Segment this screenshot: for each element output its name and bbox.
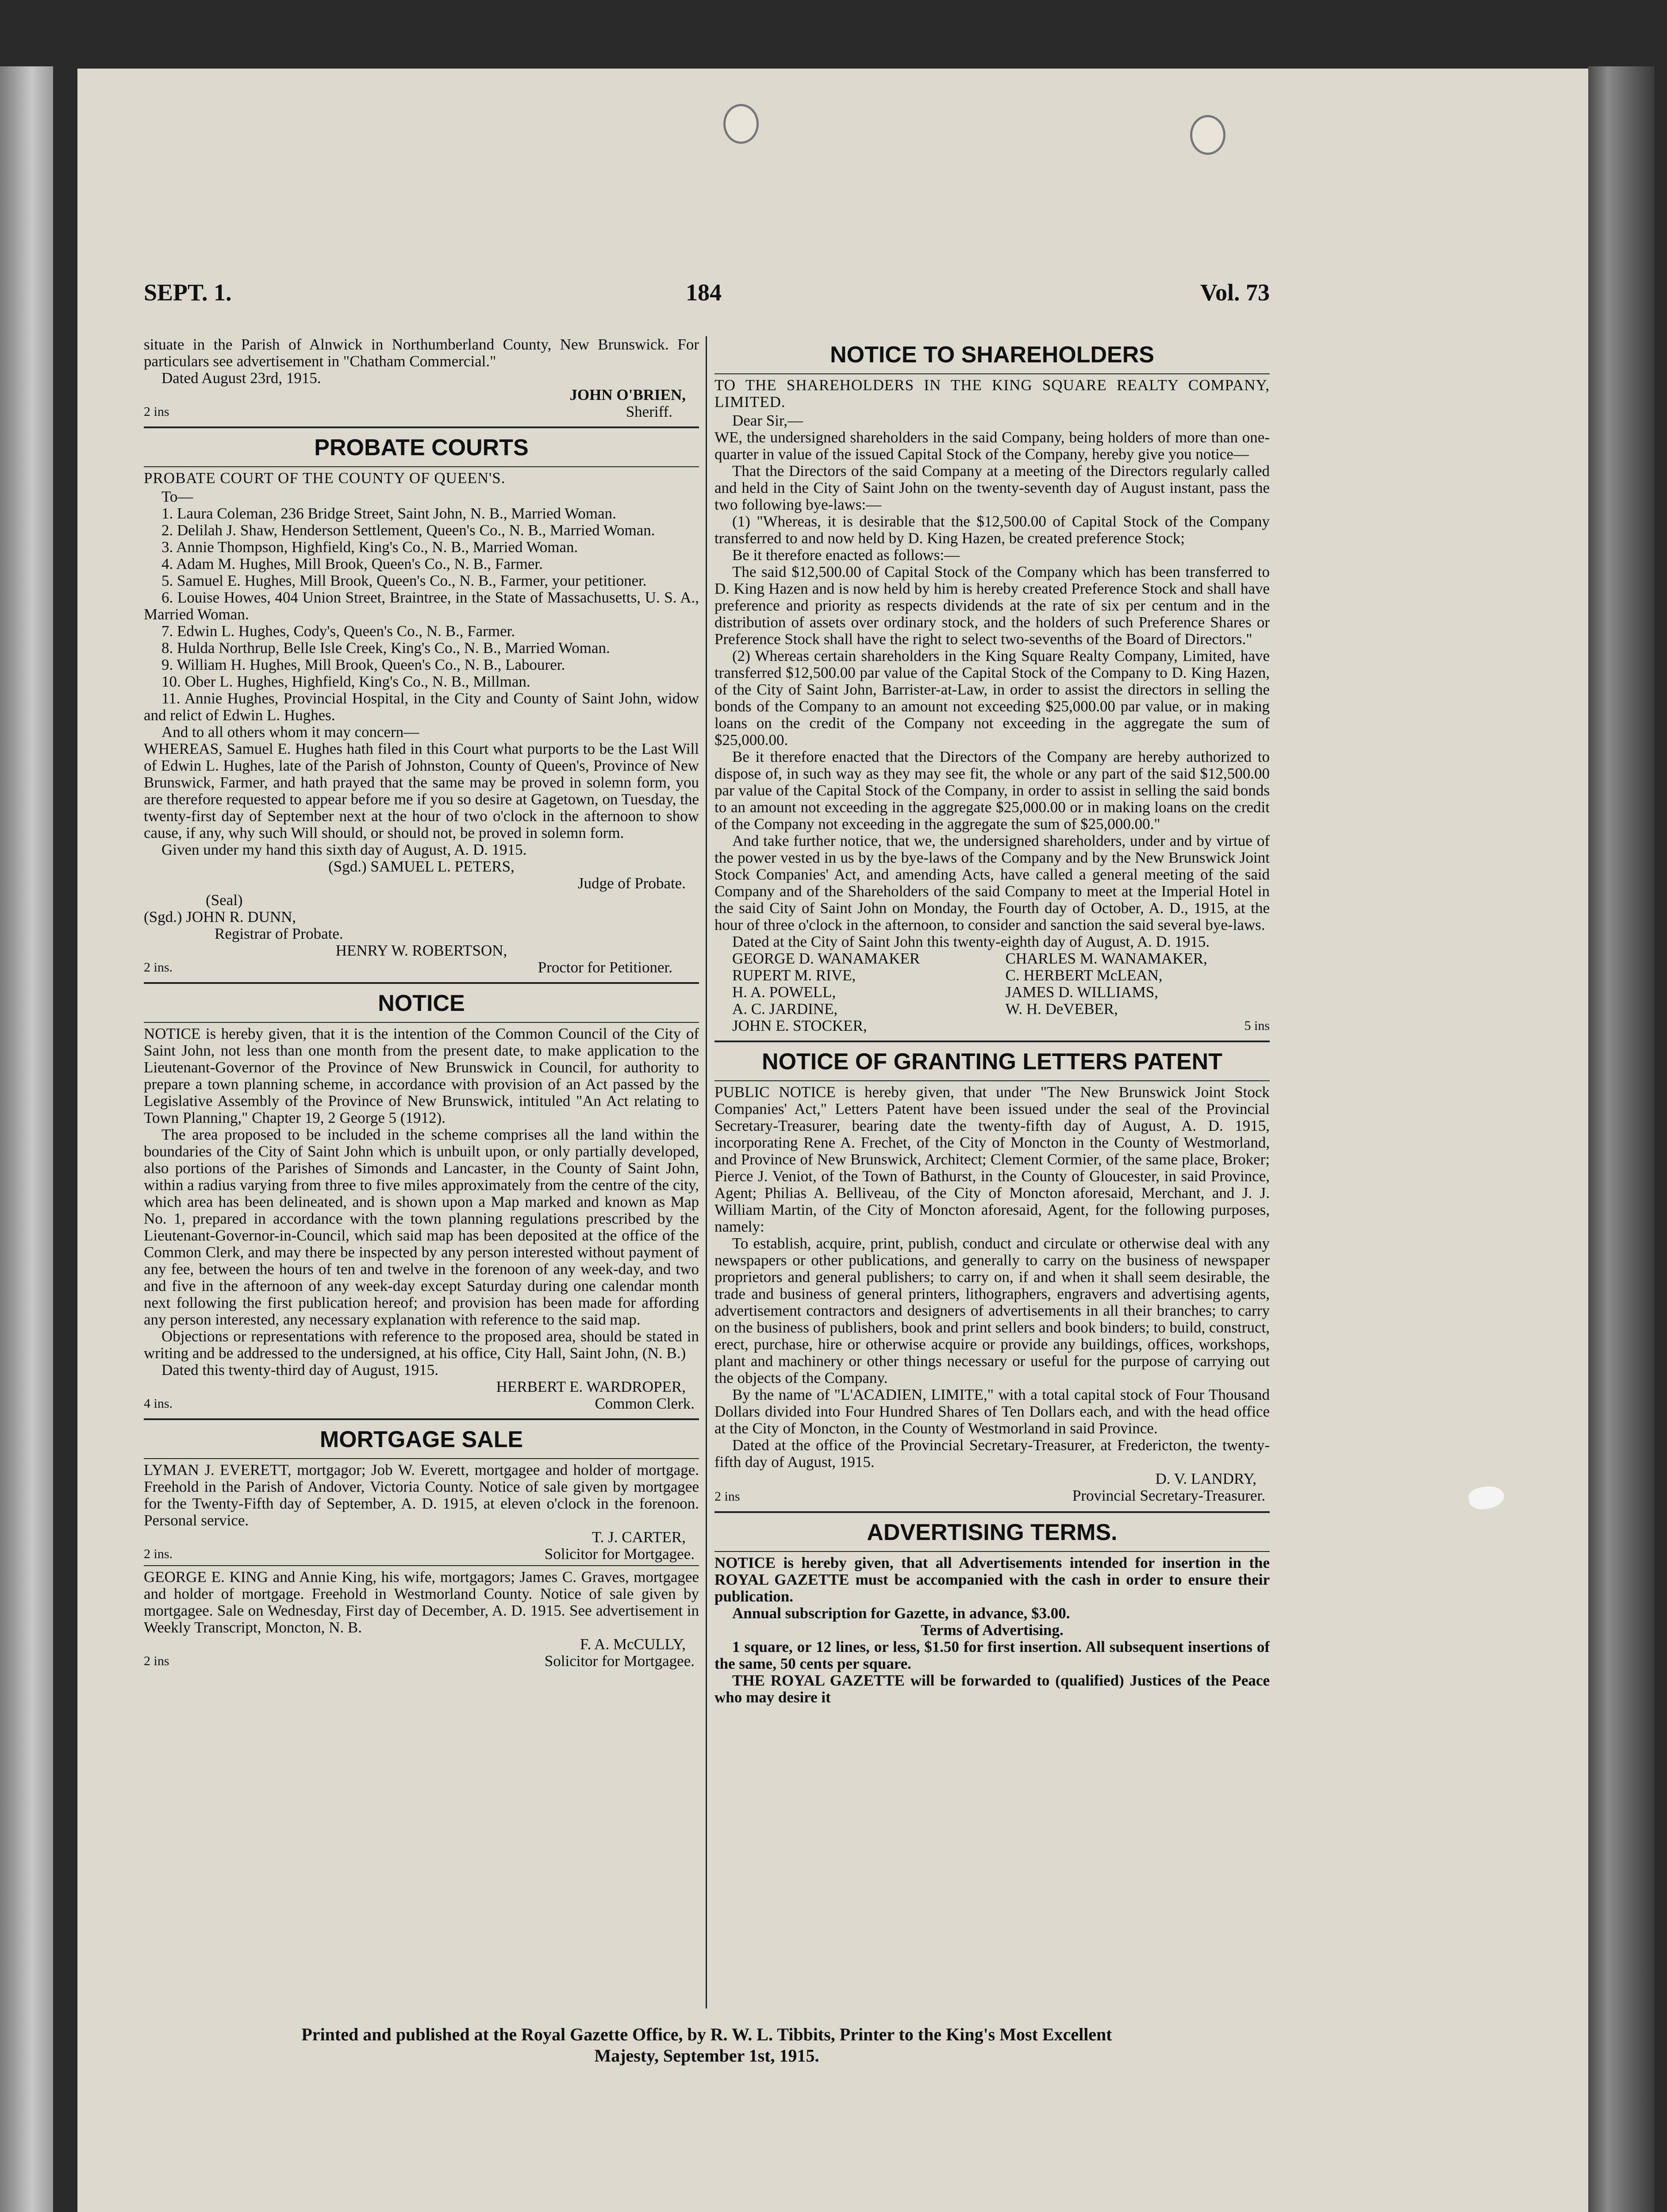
probate-signature-judge: (Sgd.) SAMUEL L. PETERS, [328,858,515,875]
left-column [144,336,699,2008]
probate-seal: (Seal) [206,891,243,909]
shareholders-paragraph-6: (2) Whereas certain shareholders in the King Square Realty Company, Limited, have transferred $12,500.00 par value of the Capital Stock of the Company to D. King Hazen, of the City of Saint John, Barrister-at-Law, in order to assist the directors in selling the bonds of the Company to an amount not exceeding $25,000.00 par value, or in making loans on the credit of the Company not exceeding in the aggregate the sum of $25,000.00. [714,647,1270,749]
notice-heading: NOTICE [378,991,465,1016]
shareholder-signatures [732,950,1270,1034]
section-rule [144,982,699,984]
book-page-edges [1588,66,1655,2212]
mortgage-2-insertions: 2 ins Solicitor for Mortgagee. [144,1653,695,1670]
probate-heading: PROBATE COURTS [314,435,529,461]
mortgage-1-signature: T. J. CARTER, [592,1528,686,1546]
notice-paragraph-2: The area proposed to be included in the scheme comprises all the land within the boundaries of the City of Saint John which is unbuilt upon, or only partially developed, also portions of the Parishes of Simonds and Lancaster, in the County of Saint John, within a radius varying from three to five miles approximately from the centre of the city, which area has been delineated, and is shown upon a Map marked and known as Map No. 1, prepared in accordance with the town planning regulations prescribed by the Lieutenant-Governor-in-Council, which said map has been deposited at the office of the Common Clerk, and may there be inspected by any person interested without payment of any fee, between the hours of ten and twelve in the forenoon of any week-day, and two and five in the afternoon of any week-day except Saturday during one calendar month next following the first publication hereof; and provision has been made for affording any person interested, any necessary explanation with reference to the said map. [144,1126,699,1328]
shareholder-name: JOHN E. STOCKER, [732,1017,867,1034]
header-volume: Vol. 73 [1200,279,1270,306]
probate-insertions: 2 ins. Proctor for Petitioner. [144,959,672,976]
intro-insertions: 2 ins Sheriff. [144,403,672,420]
probate-recipient-list [144,505,699,724]
section-rule [714,1551,1270,1552]
list-item: 9. William H. Hughes, Mill Brook, Queen's Co., N. B., Labourer. [161,656,565,673]
list-item: 11. Annie Hughes, Provincial Hospital, in the City and County of Saint John, widow and relict of Edwin L. Hughes. [144,690,699,724]
notice-paragraph-1: NOTICE is hereby given, that it is the intention of the Common Council of the City of Saint John, not less than one month from the present date, to make application to the Lieutenant-Governor of the Province of New Brunswick in Council, for authority to prepare a town planning scheme, in accordance with provision of an Act passed by the Legislative Assembly of the Province of New Brunswick, intituled "An Act relating to Town Planning," Chapter 19, 2 George 5 (1912). [144,1025,699,1126]
advertising-notice: NOTICE is hereby given, that all Advertisements intended for insertion in the ROYAL GAZETTE must be accompanied with the cash in order to ensure their publication. [714,1554,1270,1605]
patent-signature: D. V. LANDRY, [1155,1470,1256,1487]
probate-to: To— [161,488,193,505]
probate-signature-proctor: HENRY W. ROBERTSON, [335,942,507,959]
shareholder-name: RUPERT M. RIVE, [732,967,856,984]
list-item: 3. Annie Thompson, Highfield, King's Co., N. B., Married Woman. [161,538,578,556]
shareholders-heading: NOTICE TO SHAREHOLDERS [830,342,1154,368]
mortgage-notice-2: GEORGE E. KING and Annie King, his wife, mortgagors; James C. Graves, mortgagee and holder of mortgage. Freehold in Westmorland County. Notice of sale given by mortgagee. Sale on Wednesday, First day of December, A. D. 1915. See advertisement in Weekly Transcript, Moncton, N. B. [144,1568,699,1636]
list-item: 1. Laura Coleman, 236 Bridge Street, Saint John, N. B., Married Woman. [161,505,616,522]
header-date: SEPT. 1. [144,279,232,306]
shareholder-name: JAMES D. WILLIAMS, [1005,983,1158,1001]
shareholders-paragraph-5: The said $12,500.00 of Capital Stock of the Company which has been transferred to D. King Hazen and is now held by him is hereby created Preference Stock and shall have preference and priority as respects dividends at the rate of six per centum and in the distribution of assets over ordinary stock, and the holders of such Preference Shares or Preference Stock shall have the right to select two-sevenths of the Board of Directors." [714,563,1270,648]
shareholders-dated: Dated at the City of Saint John this twenty-eighth day of August, A. D. 1915. [732,933,1210,950]
patent-dated: Dated at the office of the Provincial Secretary-Treasurer, at Fredericton, the twenty-fifth day of August, 1915. [714,1436,1270,1471]
mortgage-2-signature: F. A. McCULLY, [580,1636,686,1653]
notice-dated: Dated this twenty-third day of August, 1915. [161,1361,439,1379]
intro-dated: Dated August 23rd, 1915. [161,369,321,387]
shareholder-name: W. H. DeVEBER, [1005,1000,1118,1018]
shareholders-insertions: 5 ins [1244,1018,1270,1033]
probate-court-title: PROBATE COURT OF THE COUNTY OF QUEEN'S. [144,469,506,487]
list-item: 7. Edwin L. Hughes, Cody's, Queen's Co., N. B., Farmer. [161,622,515,640]
notice-insertions: 4 ins. Common Clerk. [144,1395,695,1412]
advertising-terms-heading: ADVERTISING TERMS. [867,1520,1118,1545]
probate-body: WHEREAS, Samuel E. Hughes hath filed in this Court what purports to be the Last Will of Edwin L. Hughes, late of the Parish of Johnston, County of Queen's, Province of New Brunswick, Farmer, and hath prayed that the same may be proved in solemn form, you are therefore requested to appear before me if you so desire at Gagetown, on Tuesday, the twenty-first day of September next at the hour of two o'clock in the afternoon to show cause, if any, why such Will should, or should not, be proved in solemn form. [144,740,699,841]
list-item: 8. Hulda Northrup, Belle Isle Creek, King's Co., N. B., Married Woman. [161,639,610,657]
notice-paragraph-3: Objections or representations with reference to the proposed area, should be stated in writing and be addressed to the undersigned, at his office, City Hall, Saint John, (N. B.) [144,1328,699,1362]
section-rule [144,1022,699,1023]
right-column [714,336,1270,2008]
gazette-forwarding: THE ROYAL GAZETTE will be forwarded to (qualified) Justices of the Peace who may desire it [714,1672,1270,1706]
letters-patent-heading: NOTICE OF GRANTING LETTERS PATENT [762,1049,1222,1075]
shareholder-name: GEORGE D. WANAMAKER [732,950,920,967]
mortgage-notice-1: LYMAN J. EVERETT, mortgagor; Job W. Everett, mortgagee and holder of mortgage. Freehold in the Parish of Andover, Victoria County. Notice of sale given by mortgagee for the Twenty-Fifth day of September, A. D. 1915, at eleven o'clock in the forenoon. Personal service. [144,1461,699,1529]
probate-signature-registrar-title: Registrar of Probate. [215,925,343,942]
facing-page-edge [0,66,53,2212]
shareholders-paragraph-8: And take further notice, that we, the undersigned shareholders, under and by virtue of the power vested in us by the bye-laws of the Company and by the New Brunswick Joint Stock Companies' Act, and amending Acts, have called a general meeting of the said Company and of the Shareholders of the said Company to meet at the Imperial Hotel in the said City of Saint John on Monday, the Fourth day of October, A. D., 1915, at the hour of three o'clock in the afternoon, to consider and sanction the said several bye-laws. [714,832,1270,933]
patent-signature-line: 2 ins Provincial Secretary-Treasurer. [714,1487,1265,1504]
intro-signature: JOHN O'BRIEN, [569,386,686,403]
shareholders-paragraph-1: WE, the undersigned shareholders in the said Company, being holders of more than one-quarter in value of the issued Capital Stock of the Company, hereby give you notice— [714,429,1270,463]
printer-imprint [144,2024,1270,2066]
section-rule [144,466,699,467]
mortgage-heading: MORTGAGE SALE [319,1427,523,1452]
section-rule [714,1080,1270,1081]
notice-signature: HERBERT E. WARDROPER, [496,1378,686,1395]
page-header [144,279,1270,314]
section-rule [144,1418,699,1420]
section-rule [714,1511,1270,1513]
mortgage-1-insertions: 2 ins. Solicitor for Mortgagee. [144,1546,695,1563]
list-item: 4. Adam M. Hughes, Mill Brook, Queen's Co., N. B., Farmer. [161,555,543,572]
shareholder-name: C. HERBERT McLEAN, [1005,967,1163,984]
section-rule [144,1458,699,1459]
probate-signature-registrar: (Sgd.) JOHN R. DUNN, [144,908,296,926]
shareholders-addressee: TO THE SHAREHOLDERS IN THE KING SQUARE REALTY COMPANY, LIMITED. [714,376,1270,411]
binding-hole [723,104,759,144]
advertising-rates: 1 square, or 12 lines, or less, $1.50 for first insertion. All subsequent insertions of the same, 50 cents per square. [714,1638,1270,1672]
binding-hole [1190,115,1225,155]
section-rule [144,426,699,428]
probate-given: Given under my hand this sixth day of August, A. D. 1915. [161,841,527,858]
shareholders-paragraph-7: Be it therefore enacted that the Directors of the Company are hereby authorized to dispose of, in such way as they may see fit, the whole or any part of the said $12,500.00 par value of the Capital Stock of the Company, in order to assist in selling the said bonds to an amount not exceeding in the aggregate $25,000.00 or in making loans on the credit of the Company not exceeding in the aggregate the sum of $25,000.00." [714,748,1270,833]
probate-all-others: And to all others whom it may concern— [161,723,419,741]
patent-paragraph-1: PUBLIC NOTICE is hereby given, that under "The New Brunswick Joint Stock Companies' Act," Letters Patent have been issued under the seal of the Provincial Secretary-Treasurer, bearing date the twenty-fifth day of August, A. D. 1915, incorporating Rene A. Frechet, of the City of Moncton in the County of Westmorland, and Province of New Brunswick, Architect; Clement Cormier, of the same place, Broker; Pierce J. Veniot, of the Town of Bathurst, in the County of Gloucester, in said Province, Agent; Philias A. Belliveau, of the City of Moncton aforesaid, Merchant, and J. J. William Martin, of the City of Moncton aforesaid, Agent, for the following purposes, namely: [714,1083,1270,1235]
annual-subscription: Annual subscription for Gazette, in advance, $3.00. [732,1605,1070,1622]
imprint-line-2: Majesty, September 1st, 1915. [594,2046,819,2066]
section-rule [144,1565,699,1566]
probate-signature-judge-title: Judge of Probate. [578,875,686,892]
shareholders-paragraph-3: (1) "Whereas, it is desirable that the $12,500.00 of Capital Stock of the Company transferred to and now held by D. King Hazen, be created preference Stock; [714,513,1270,547]
shareholders-salutation: Dear Sir,— [732,412,803,429]
terms-of-advertising: Terms of Advertising. [921,1621,1064,1639]
column-divider [706,336,707,2008]
shareholder-name: A. C. JARDINE, [732,1000,838,1018]
intro-text: situate in the Parish of Alnwick in Northumberland County, New Brunswick. For particulars see advertisement in "Chatham Commercial." [144,336,699,370]
list-item: 2. Delilah J. Shaw, Henderson Settlement, Queen's Co., N. B., Married Woman. [161,522,655,539]
patent-paragraph-3: By the name of "L'ACADIEN, LIMITE," with a total capital stock of Four Thousand Dollars divided into Four Hundred Shares of Ten Dollars each, and with the head office at the City of Moncton, in the County of Westmorland in said Province. [714,1386,1270,1437]
list-item: 5. Samuel E. Hughes, Mill Brook, Queen's Co., N. B., Farmer, your petitioner. [161,572,647,589]
shareholder-name: H. A. POWELL, [732,983,836,1001]
shareholders-paragraph-4: Be it therefore enacted as follows:— [732,546,960,564]
shareholder-name: CHARLES M. WANAMAKER, [1005,950,1207,967]
section-rule [714,1041,1270,1042]
list-item: 10. Ober L. Hughes, Highfield, King's Co., N. B., Millman. [161,673,530,690]
list-item: 6. Louise Howes, 404 Union Street, Braintree, in the State of Massachusetts, U. S. A., Married Woman. [144,589,699,623]
section-rule [714,373,1270,374]
patent-paragraph-2: To establish, acquire, print, publish, conduct and circulate or otherwise deal with any newspapers or other publications, and generally to carry on the business of newspaper proprietors and general publishers; to carry on, if and when it shall seem desirable, the trade and business of general printers, lithographers, engravers and advertising agents, advertisement contractors and designers of advertisements in all their branches; to carry on the business of publishers, book and print sellers and book binders; to build, construct, erect, purchase, hire or otherwise acquire or provide any buildings, offices, workshops, plant and machinery or other things necessary or useful for the purpose of carrying out the objects of the Company. [714,1235,1270,1386]
imprint-line-1: Printed and published at the Royal Gazette Office, by R. W. L. Tibbits, Printer to the King's Most Excellent [301,2024,1112,2044]
shareholders-paragraph-2: That the Directors of the said Company at a meeting of the Directors regularly called and held in the City of Saint John on the twenty-seventh day of August instant, pass the two following bye-laws:— [714,462,1270,513]
header-page-number: 184 [686,279,722,306]
